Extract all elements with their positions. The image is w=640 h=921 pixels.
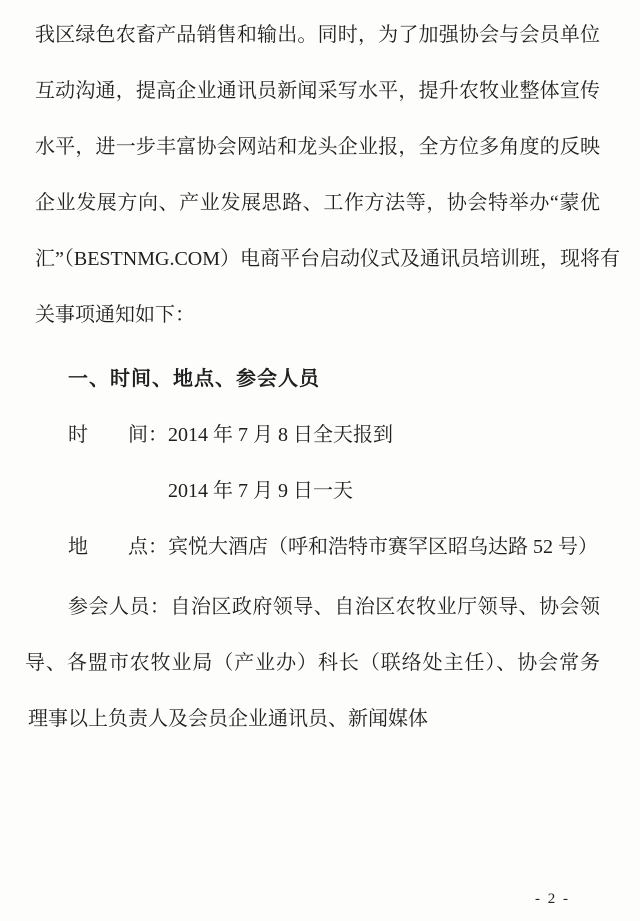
section-heading: 一、时间、地点、参会人员 [68,368,320,390]
body-line: 互动沟通，提高企业通讯员新闻采写水平，提升农牧业整体宣传 [35,80,600,102]
page-number: - 2 - [535,891,570,907]
attendees-line: 参会人员：自治区政府领导、自治区农牧业厅领导、协会领 [68,596,600,618]
time-line: 时 间：2014 年 7 月 8 日全天报到 [68,424,393,446]
attendees-line: 理事以上负责人及会员企业通讯员、新闻媒体 [28,708,428,730]
body-line: 企业发展方向、产业发展思路、工作方法等，协会特举办“蒙优 [35,192,600,214]
location-line: 地 点：宾悦大酒店（呼和浩特市赛罕区昭乌达路 52 号） [68,536,598,558]
attendees-line: 导、各盟市农牧业局（产业办）科长（联络处主任）、协会常务 [25,652,600,674]
time-line-2: 2014 年 7 月 9 日一天 [168,480,353,502]
body-line: 汇”（BESTNMG.COM）电商平台启动仪式及通讯员培训班，现将有 [35,248,621,270]
body-line: 我区绿色农畜产品销售和输出。同时，为了加强协会与会员单位 [35,24,600,46]
body-line: 水平，进一步丰富协会网站和龙头企业报，全方位多角度的反映 [35,136,600,158]
body-line: 关事项通知如下： [35,304,195,326]
